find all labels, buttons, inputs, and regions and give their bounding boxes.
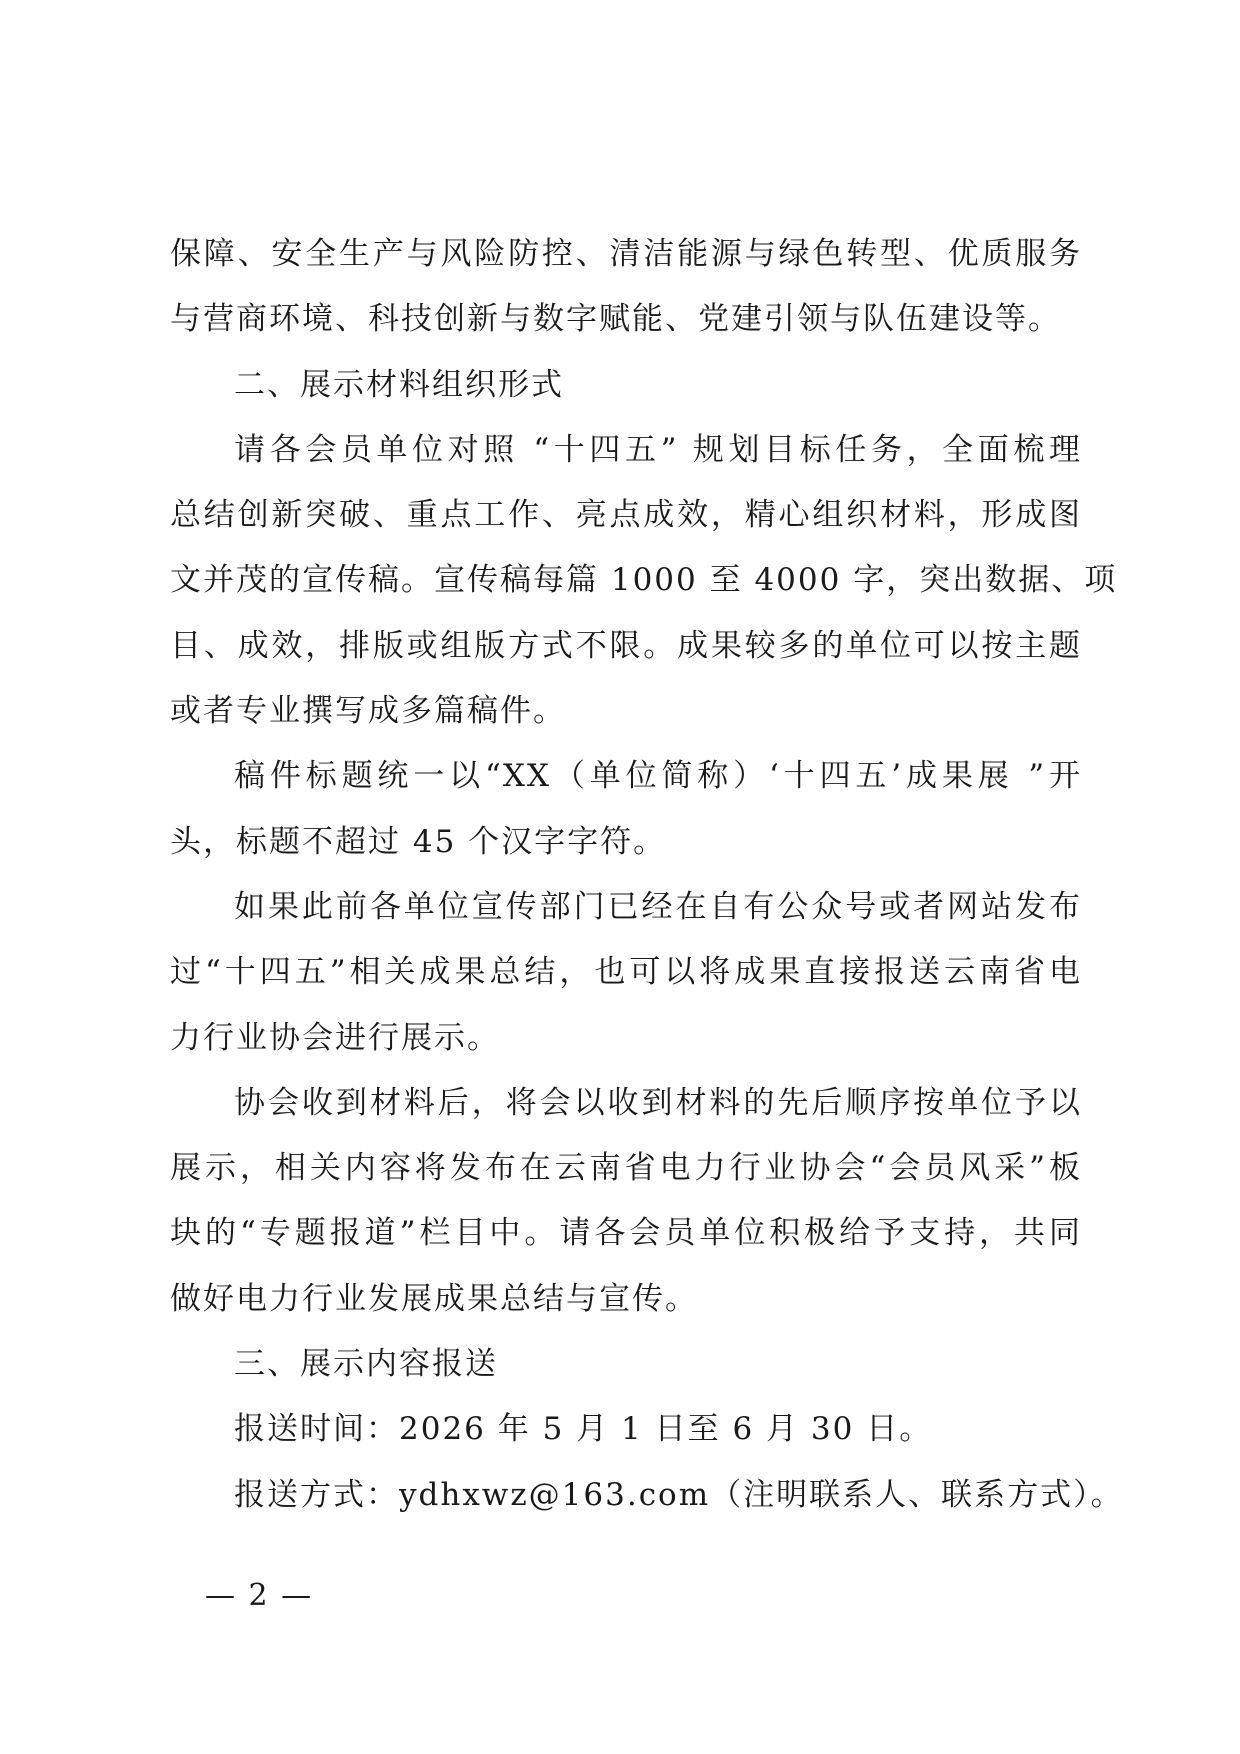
- text-line: 协会收到材料后，将会以收到材料的先后顺序按单位予以: [234, 1084, 1082, 1121]
- text-line: 头，标题不超过 45 个汉字字符。: [170, 823, 667, 860]
- text-line: 请各会员单位对照 “十四五” 规划目标任务，全面梳理: [234, 431, 1082, 468]
- text-line: 文并茂的宣传稿。宣传稿每篇 1000 至 4000 字，突出数据、项: [170, 562, 1118, 599]
- text-line: 二、展示材料组织形式: [234, 366, 564, 403]
- text-line: 展示，相关内容将发布在云南省电力行业协会“会员风采”板: [170, 1150, 1082, 1187]
- page-number: — 2 —: [205, 1578, 314, 1613]
- text-line: 如果此前各单位宣传部门已经在自有公众号或者网站发布: [234, 888, 1082, 925]
- text-line: 总结创新突破、重点工作、亮点成效，精心组织材料，形成图: [170, 497, 1082, 534]
- text-line: 三、展示内容报送: [234, 1346, 498, 1383]
- text-line: 做好电力行业发展成果总结与宣传。: [170, 1280, 698, 1317]
- text-line: 目、成效，排版或组版方式不限。成果较多的单位可以按主题: [170, 627, 1082, 664]
- text-line: 力行业协会进行展示。: [170, 1019, 500, 1056]
- text-line: 稿件标题统一以“XX（单位简称）‘十四五’成果展 ”开: [234, 758, 1082, 795]
- text-line: 保障、安全生产与风险防控、清洁能源与绿色转型、优质服务: [170, 236, 1082, 272]
- text-line: 块的“专题报道”栏目中。请各会员单位积极给予支持，共同: [170, 1215, 1082, 1252]
- text-line: 或者专业撰写成多篇稿件。: [170, 693, 566, 730]
- text-line: 过“十四五”相关成果总结，也可以将成果直接报送云南省电: [170, 954, 1082, 991]
- body-text: [170, 222, 1124, 1528]
- text-line: 与营商环境、科技创新与数字赋能、党建引领与队伍建设等。: [170, 301, 1061, 338]
- text-line: 报送时间：2026 年 5 月 1 日至 6 月 30 日。: [234, 1411, 933, 1448]
- text-line: 报送方式：ydhxwz@163.com（注明联系人、联系方式）。: [234, 1476, 1124, 1513]
